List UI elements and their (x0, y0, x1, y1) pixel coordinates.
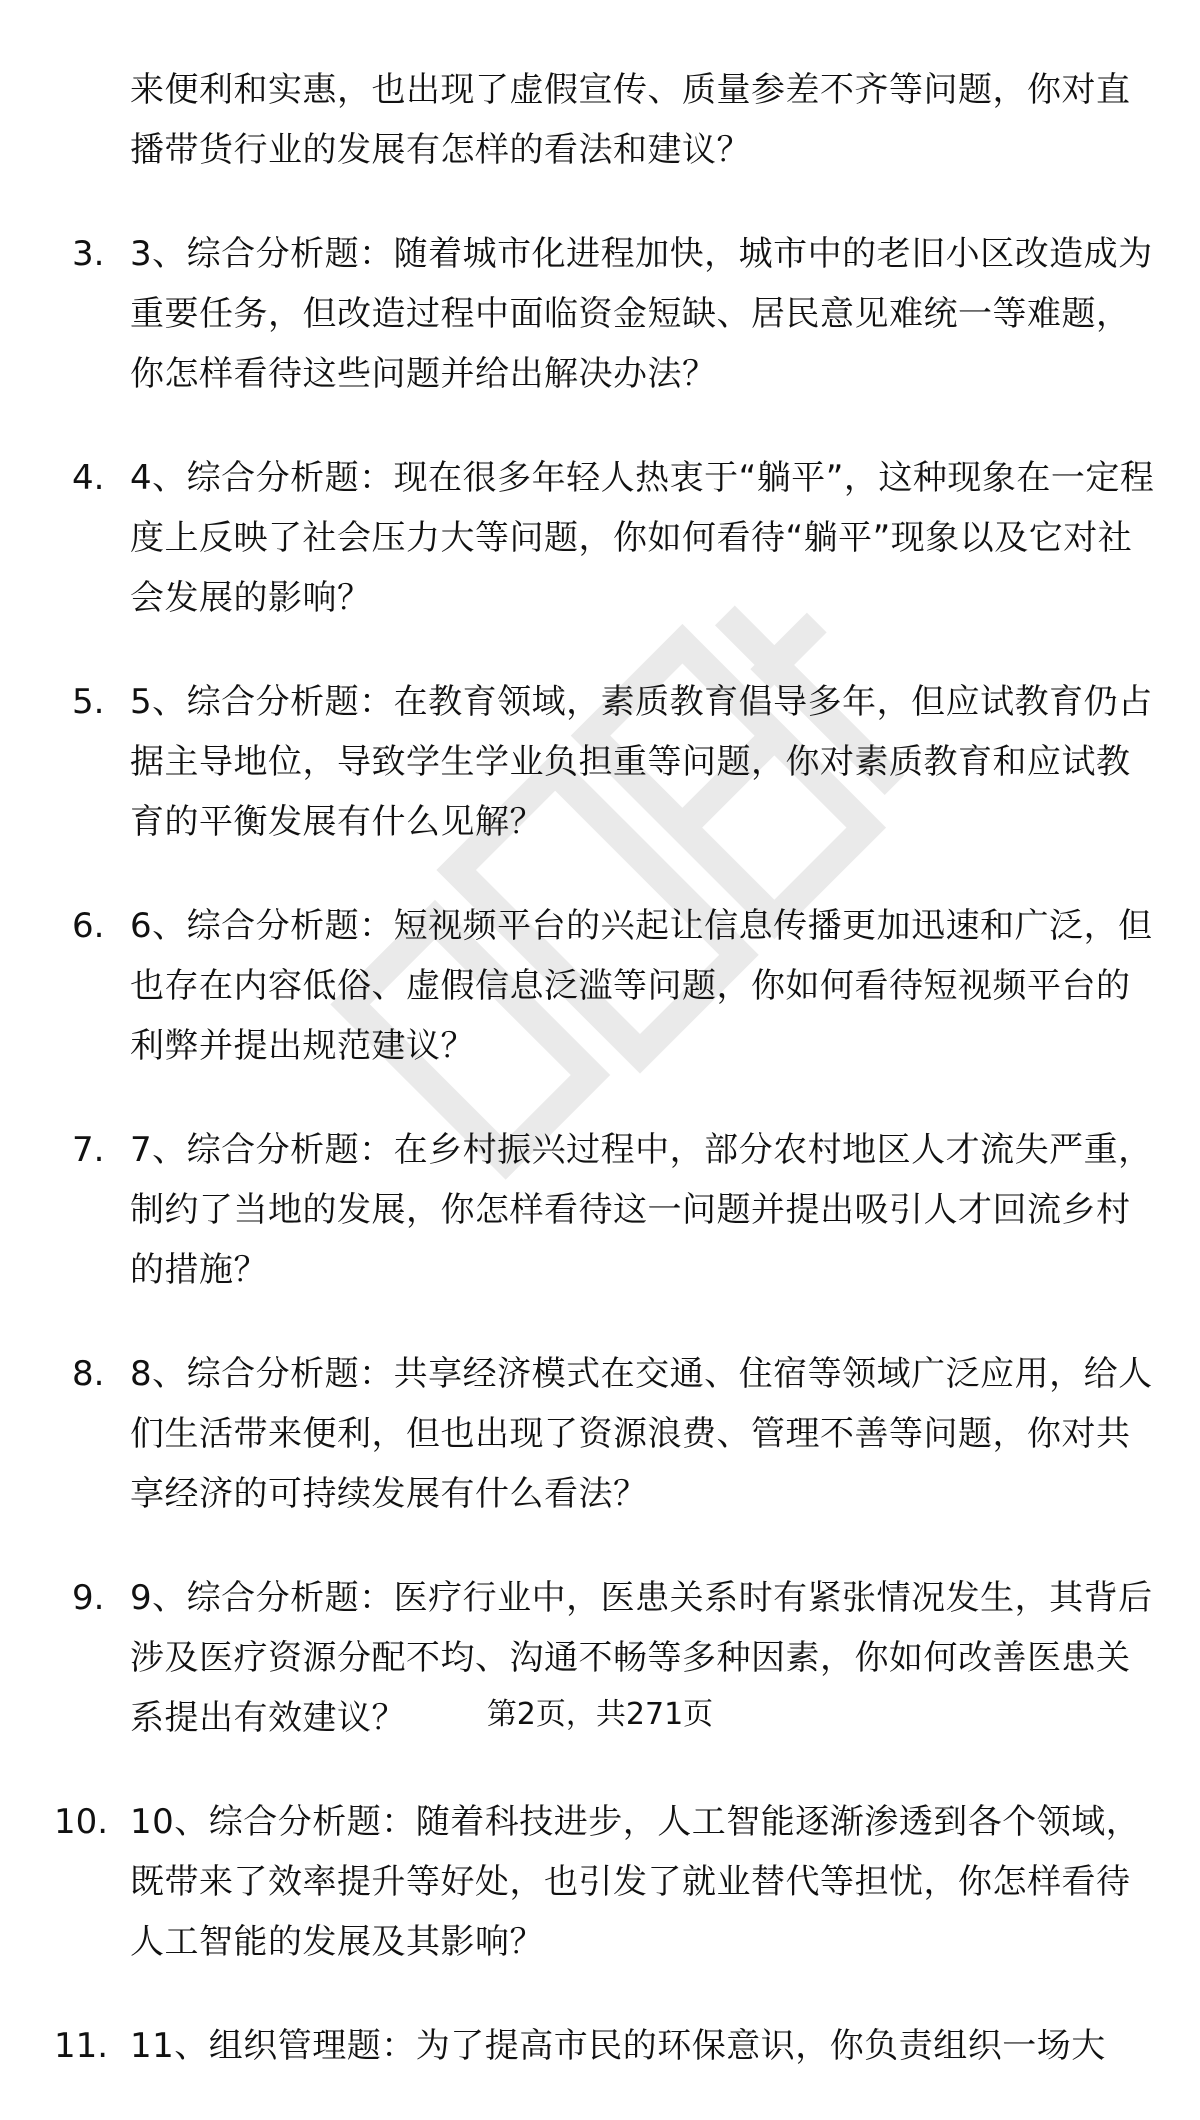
question-number: 7. (72, 1130, 105, 1170)
question-text: 3、综合分析题：随着城市化进程加快，城市中的老旧小区改造成为重要任务，但改造过程中面临资金短缺、居民意见难统一等难题，你怎样看待这些问题并给出解决办法？ (130, 234, 1153, 394)
question-list (0, 60, 1200, 2120)
list-item (0, 448, 1200, 628)
question-number: 4. (72, 458, 105, 498)
question-text: 9、综合分析题：医疗行业中，医患关系时有紧张情况发生，其背后涉及医疗资源分配不均、沟通不畅等多种因素，你如何改善医患关系提出有效建议？ (130, 1578, 1153, 1738)
list-item (0, 1344, 1200, 1524)
question-number: 3. (72, 234, 105, 274)
question-text: 6、综合分析题：短视频平台的兴起让信息传播更加迅速和广泛，但也存在内容低俗、虚假信息泛滥等问题，你如何看待短视频平台的利弊并提出规范建议？ (130, 906, 1153, 1066)
list-item (0, 896, 1200, 1076)
page-number: 第2页，共271页 (486, 1697, 714, 1732)
question-number: 11. (54, 2026, 109, 2066)
question-text: 10、综合分析题：随着科技进步，人工智能逐渐渗透到各个领域，既带来了效率提升等好处，也引发了就业替代等担忧，你怎样看待人工智能的发展及其影响？ (130, 1802, 1141, 1962)
list-item (0, 1120, 1200, 1300)
question-number: 10. (54, 1802, 109, 1842)
list-item (0, 1792, 1200, 1972)
list-item (0, 224, 1200, 404)
question-number: 8. (72, 1354, 105, 1394)
question-text: 7、综合分析题：在乡村振兴过程中，部分农村地区人才流失严重，制约了当地的发展，你怎样看待这一问题并提出吸引人才回流乡村的措施？ (130, 1130, 1153, 1290)
question-text: 5、综合分析题：在教育领域，素质教育倡导多年，但应试教育仍占据主导地位，导致学生学业负担重等问题，你对素质教育和应试教育的平衡发展有什么见解？ (130, 682, 1153, 842)
question-text: 11、组织管理题：为了提高市民的环保意识，你负责组织一场大 (130, 2026, 1106, 2066)
question-number: 6. (72, 906, 105, 946)
list-item (0, 2016, 1200, 2076)
list-item (0, 672, 1200, 852)
question-text: 8、综合分析题：共享经济模式在交通、住宿等领域广泛应用，给人们生活带来便利，但也出现了资源浪费、管理不善等问题，你对共享经济的可持续发展有什么看法？ (130, 1354, 1153, 1514)
question-text: 4、综合分析题：现在很多年轻人热衷于“躺平”，这种现象在一定程度上反映了社会压力大等问题，你如何看待“躺平”现象以及它对社会发展的影响？ (130, 458, 1155, 618)
question-number: 5. (72, 682, 105, 722)
question-text-continuation: 来便利和实惠，也出现了虚假宣传、质量参差不齐等问题，你对直播带货行业的发展有怎样的看法和建议？ (130, 70, 1131, 170)
list-item (0, 60, 1200, 180)
question-number: 9. (72, 1578, 105, 1618)
